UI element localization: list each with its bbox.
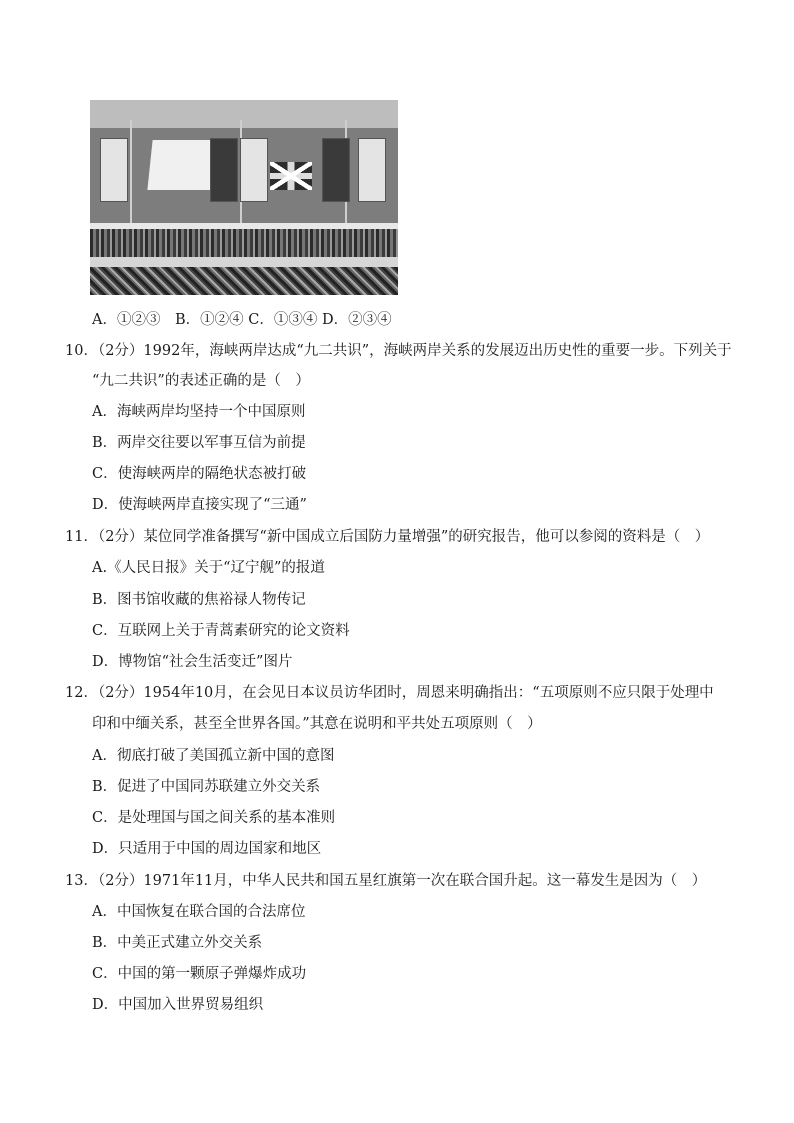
q13-option-b: B．中美正式建立外交关系 [92,935,263,951]
q13-stem-line-1: 13．（2分）1971年11月，中华人民共和国五星红旗第一次在联合国升起。这一幕发生是因为（ ） [65,873,707,889]
q11-option-d: D．博物馆“社会生活变迁”图片 [92,654,293,670]
q10-option-c: C．使海峡两岸的隔绝状态被打破 [92,466,307,482]
q10-stem-line-1: 10．（2分）1992年，海峡两岸达成“九二共识”，海峡两岸关系的发展迈出历史性的重要一步。下列关于 [65,343,732,359]
q13-option-d: D．中国加入世界贸易组织 [92,997,264,1013]
q10-option-a: A．海峡两岸均坚持一个中国原则 [92,404,306,420]
photo-union-flag [270,162,312,190]
q12-option-d: D．只适用于中国的周边国家和地区 [92,841,322,857]
photo-pillar [130,120,132,223]
photo-flag [100,138,128,202]
photo-flag [210,138,238,202]
q13-option-c: C．中国的第一颗原子弹爆炸成功 [92,966,307,982]
q13-option-a: A．中国恢复在联合国的合法席位 [92,904,306,920]
q10-stem-line-2: “九二共识”的表述正确的是（ ） [92,373,310,389]
q12-option-c: C．是处理国与国之间关系的基本准则 [92,810,336,826]
q11-stem-line-1: 11．（2分）某位同学准备撰写“新中国成立后国防力量增强”的研究报告，他可以参阅的资料是（ ） [65,529,710,545]
q12-option-a: A．彻底打破了美国孤立新中国的意图 [92,748,335,764]
q12-stem-line-2: 印和中缅关系，甚至全世界各国。”其意在说明和平共处五项原则（ ） [92,716,542,732]
photo-crowd [90,267,398,295]
historical-photo [90,100,398,295]
q12-option-b: B．促进了中国同苏联建立外交关系 [92,779,321,795]
q11-option-a: A.《人民日报》关于“辽宁舰”的报道 [92,560,325,576]
q10-option-d: D．使海峡两岸直接实现了“三通” [92,497,307,513]
photo-crowd [90,229,398,257]
q11-option-c: C．互联网上关于青蒿素研究的论文资料 [92,623,350,639]
photo-flag [358,138,386,202]
q10-option-b: B．两岸交往要以军事互信为前提 [92,435,306,451]
q12-stem-line-1: 12．（2分）1954年10月，在会见日本议员访华团时，周恩来明确指出：“五项原则不应只限于处理中 [65,685,714,701]
photo-floor [90,257,398,267]
q9-options: A．①②③ B．①②④ C．①③④ D．②③④ [92,312,392,328]
photo-flag [322,138,350,202]
photo-ceiling [90,100,398,128]
q11-option-b: B．图书馆收藏的焦裕禄人物传记 [92,592,306,608]
photo-flag [240,138,268,202]
